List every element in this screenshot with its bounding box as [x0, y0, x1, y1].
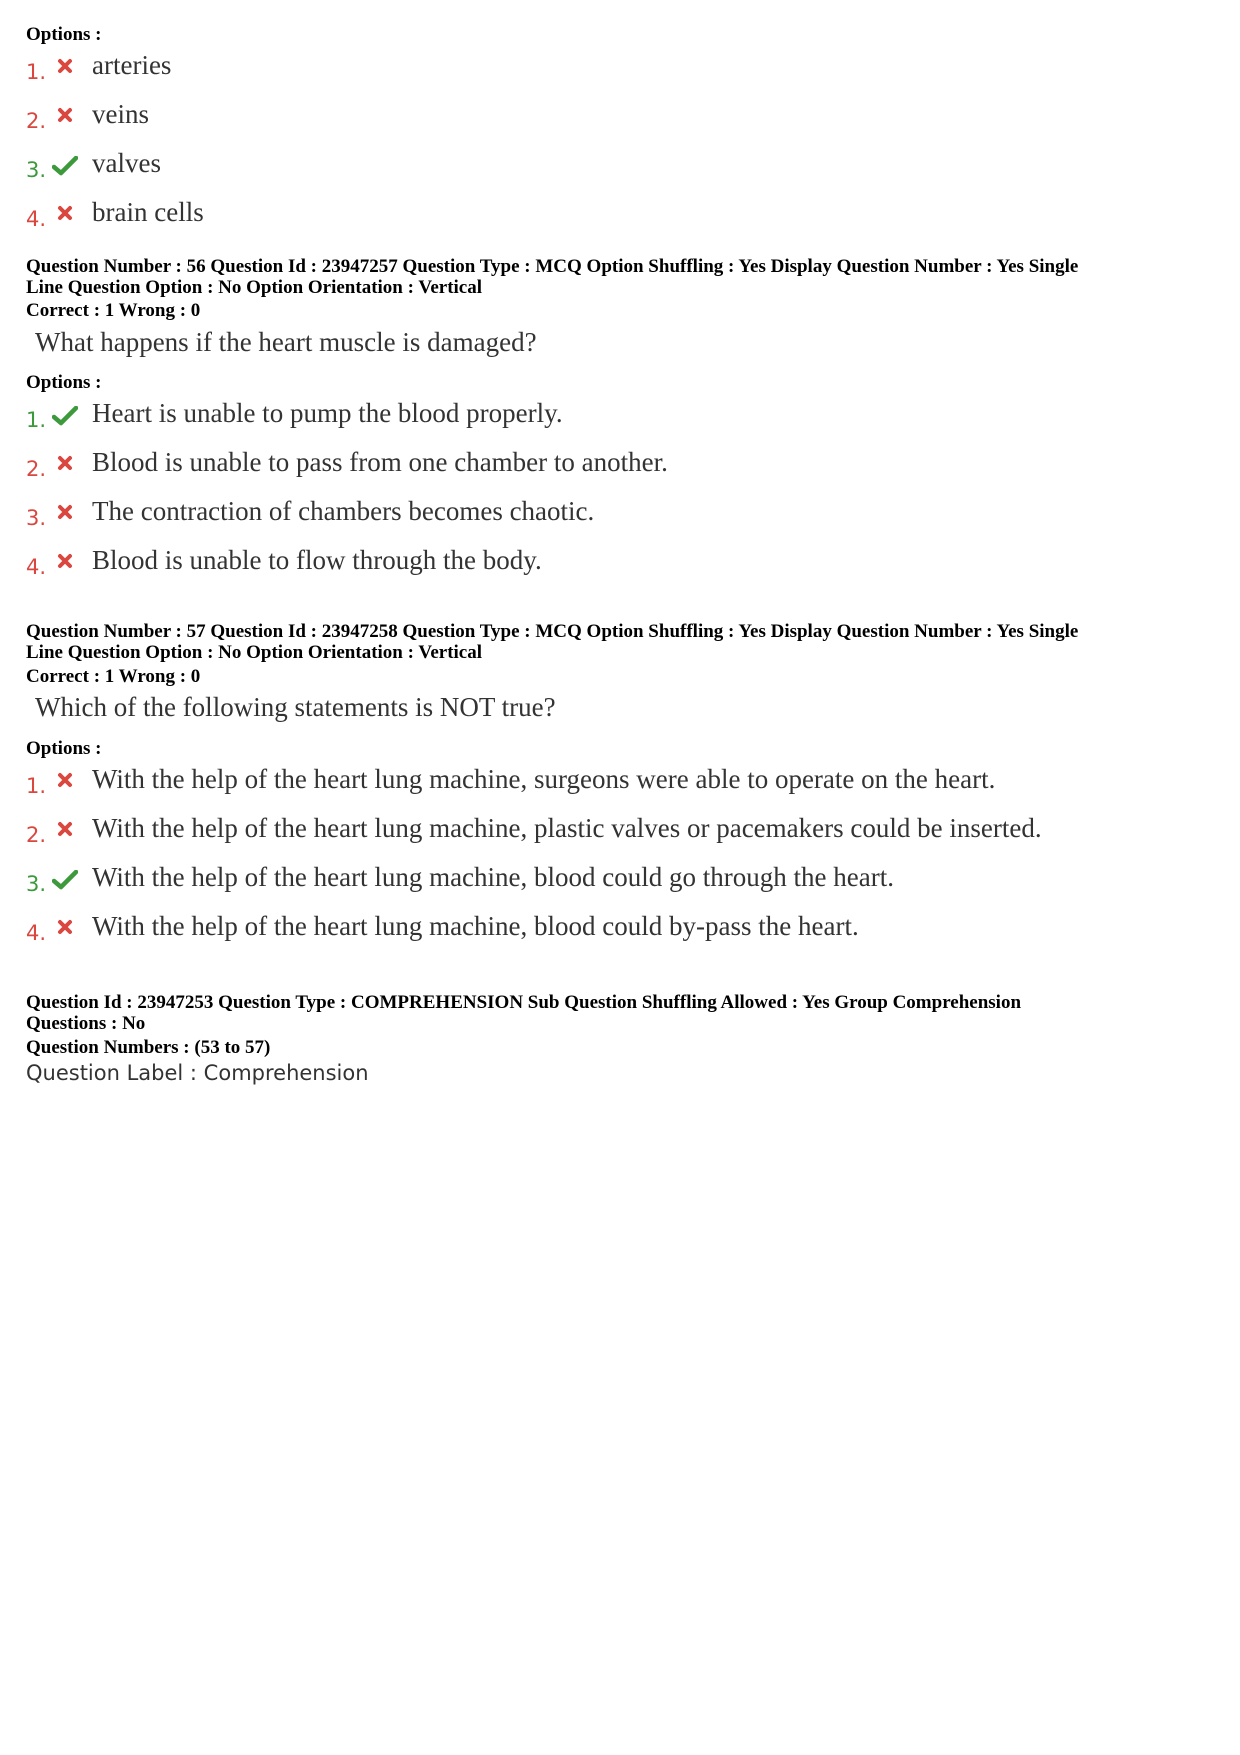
- option-text: arteries: [92, 50, 172, 80]
- option-text: With the help of the heart lung machine, blood could go through the heart.: [92, 862, 894, 892]
- option-item: [26, 99, 1216, 148]
- options-label: Options :: [26, 738, 102, 759]
- question-meta-line: Line Question Option : No Option Orientation : Vertical: [26, 642, 483, 663]
- option-text: With the help of the heart lung machine, surgeons were able to operate on the heart.: [92, 764, 996, 794]
- option-number: 2.: [26, 109, 47, 133]
- option-number: 1.: [26, 774, 47, 798]
- option-number: 4.: [26, 921, 47, 945]
- option-text: Blood is unable to flow through the body.: [92, 545, 542, 575]
- option-text: Blood is unable to pass from one chamber to another.: [92, 447, 668, 477]
- marks-info: Correct : 1 Wrong : 0: [26, 300, 201, 321]
- option-item: [26, 764, 1216, 813]
- option-item: [26, 911, 1216, 960]
- cross-icon: [52, 53, 78, 79]
- option-text: With the help of the heart lung machine, blood could by-pass the heart.: [92, 911, 859, 941]
- option-item: [26, 148, 1216, 197]
- option-item: [26, 197, 1216, 246]
- check-icon: [52, 403, 78, 429]
- option-text: Heart is unable to pump the blood properly.: [92, 398, 563, 428]
- option-number: 2.: [26, 457, 47, 481]
- question-text: Which of the following statements is NOT true?: [35, 692, 556, 722]
- cross-icon: [52, 102, 78, 128]
- question-text: What happens if the heart muscle is damaged?: [35, 327, 537, 357]
- question-meta-57: [26, 621, 1216, 663]
- question-meta-line: Line Question Option : No Option Orientation : Vertical: [26, 277, 483, 298]
- cross-icon: [52, 767, 78, 793]
- comprehension-meta-line: Question Id : 23947253 Question Type : COMPREHENSION Sub Question Shuffling Allowed : Yes Group Comprehension: [26, 992, 1022, 1013]
- question-label: Question Label : Comprehension: [26, 1061, 369, 1085]
- cross-icon: [52, 450, 78, 476]
- question-meta-56: [26, 256, 1216, 298]
- option-number: 4.: [26, 207, 47, 231]
- option-number: 4.: [26, 555, 47, 579]
- option-list-56: [26, 398, 1216, 594]
- question-numbers: Question Numbers : (53 to 57): [26, 1037, 271, 1058]
- option-number: 1.: [26, 408, 47, 432]
- cross-icon: [52, 499, 78, 525]
- option-number: 3.: [26, 158, 47, 182]
- option-item: [26, 398, 1216, 447]
- option-item: [26, 545, 1216, 594]
- option-text: brain cells: [92, 197, 204, 227]
- option-text: With the help of the heart lung machine, plastic valves or pacemakers could be inserted.: [92, 813, 1042, 843]
- comprehension-meta-line: Questions : No: [26, 1013, 146, 1034]
- option-text: The contraction of chambers becomes chaotic.: [92, 496, 595, 526]
- cross-icon: [52, 200, 78, 226]
- option-list-55: [26, 50, 1216, 246]
- option-item: [26, 50, 1216, 99]
- options-label: Options :: [26, 24, 102, 45]
- question-meta-line: Question Number : 57 Question Id : 23947258 Question Type : MCQ Option Shuffling : Yes Display Question Number : Yes Single: [26, 621, 1079, 642]
- option-number: 3.: [26, 872, 47, 896]
- cross-icon: [52, 914, 78, 940]
- option-item: [26, 447, 1216, 496]
- option-text: valves: [92, 148, 161, 178]
- question-meta-line: Question Number : 56 Question Id : 23947257 Question Type : MCQ Option Shuffling : Yes Display Question Number : Yes Single: [26, 256, 1079, 277]
- option-item: [26, 813, 1216, 862]
- cross-icon: [52, 548, 78, 574]
- option-item: [26, 496, 1216, 545]
- option-item: [26, 862, 1216, 911]
- marks-info: Correct : 1 Wrong : 0: [26, 666, 201, 687]
- cross-icon: [52, 816, 78, 842]
- option-number: 2.: [26, 823, 47, 847]
- option-text: veins: [92, 99, 149, 129]
- option-list-57: [26, 764, 1216, 960]
- check-icon: [52, 153, 78, 179]
- check-icon: [52, 867, 78, 893]
- option-number: 1.: [26, 60, 47, 84]
- options-label: Options :: [26, 372, 102, 393]
- option-number: 3.: [26, 506, 47, 530]
- comprehension-meta: [26, 992, 1216, 1034]
